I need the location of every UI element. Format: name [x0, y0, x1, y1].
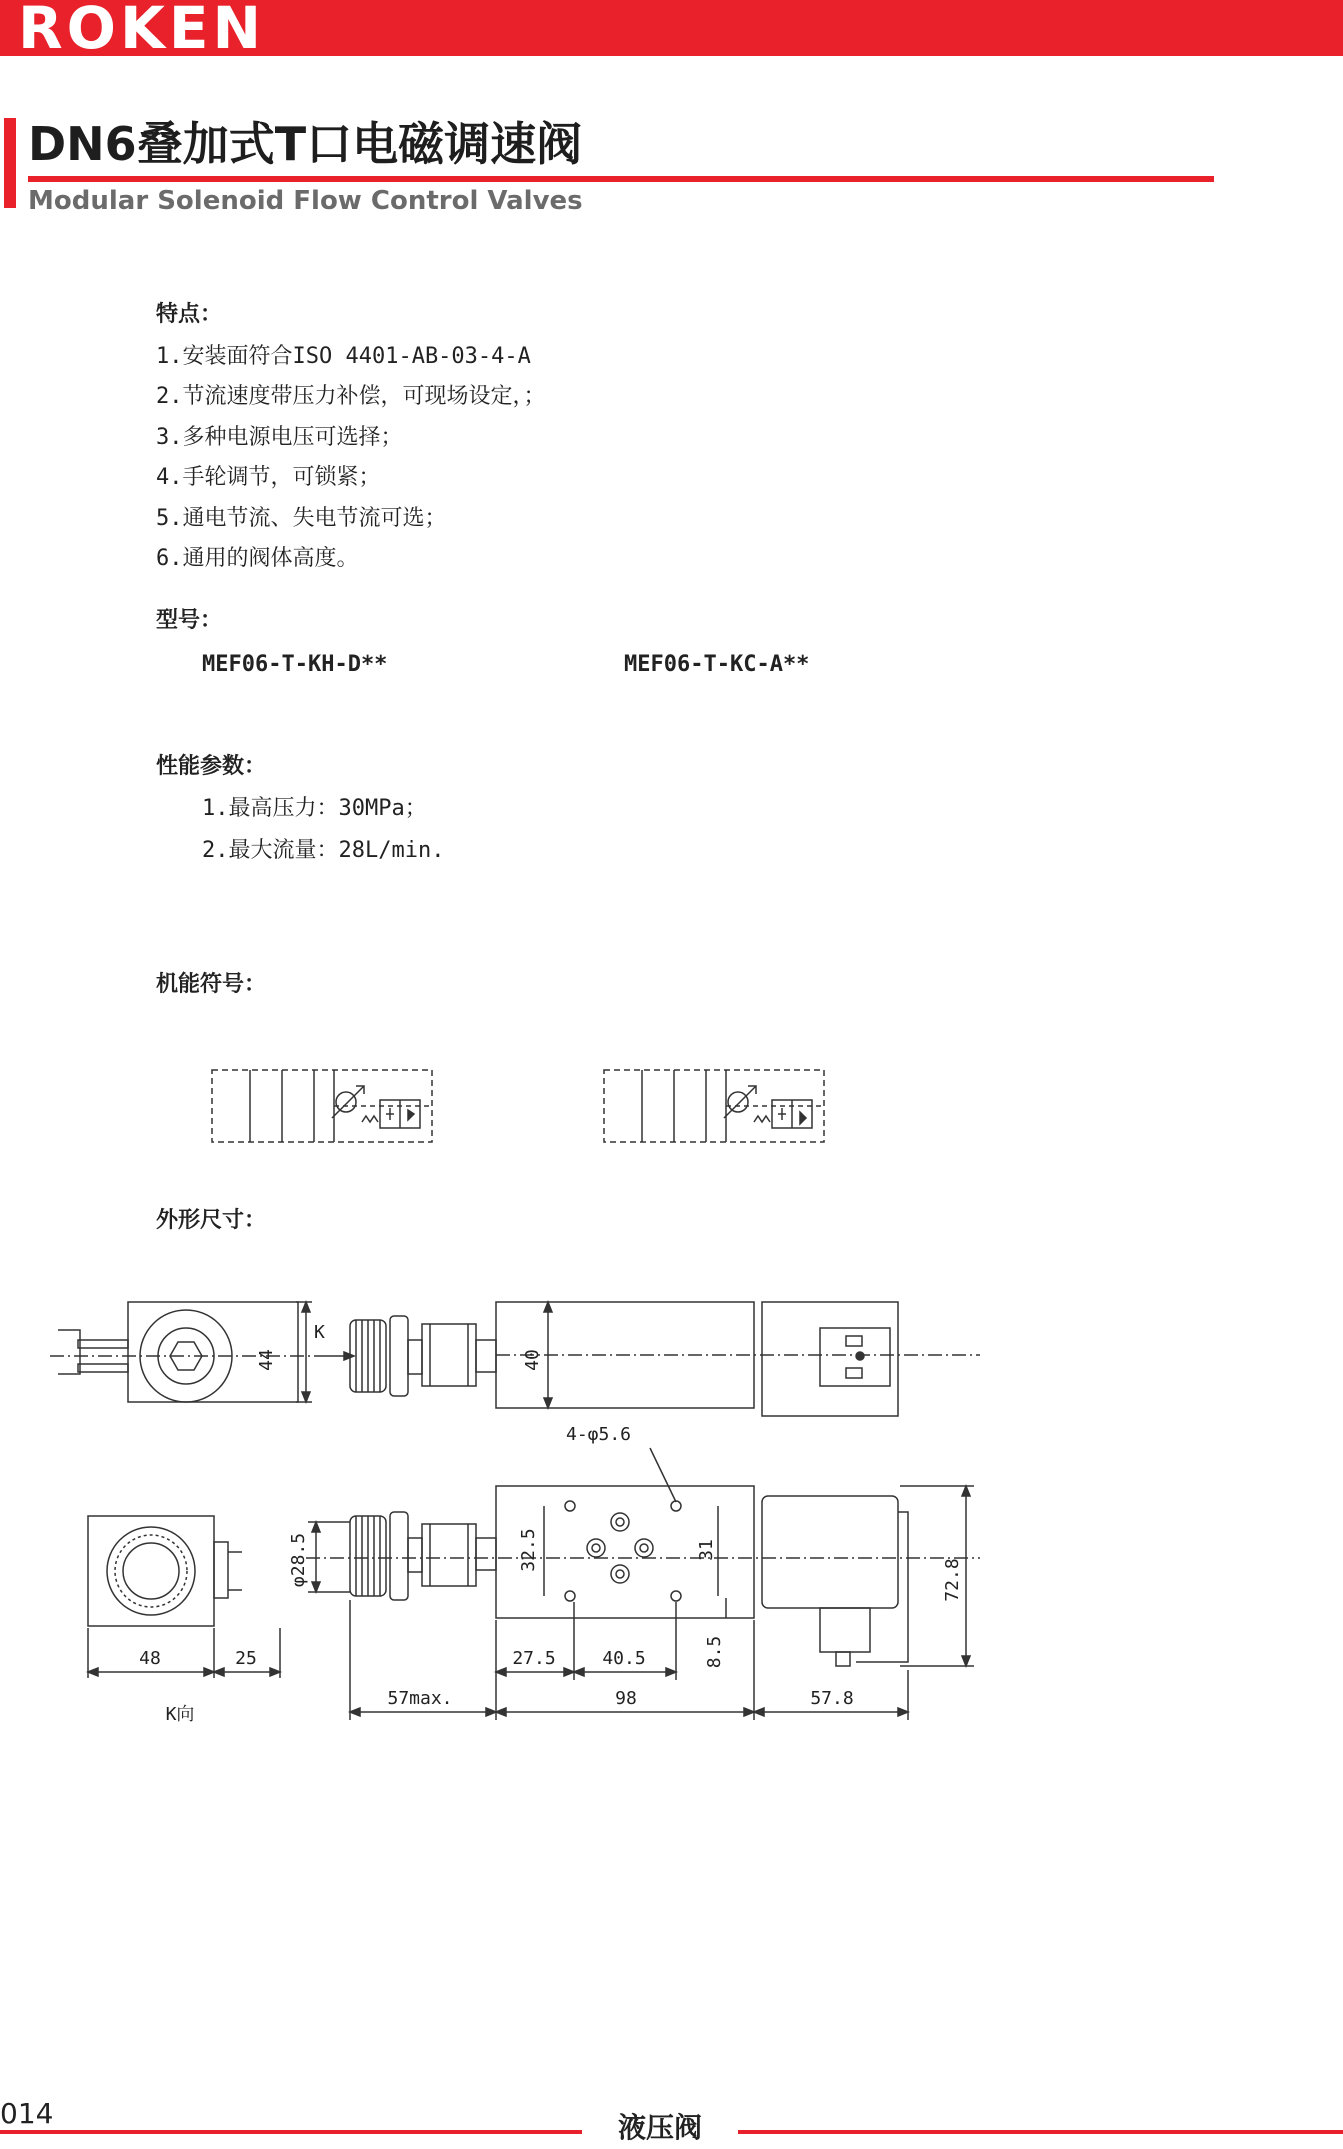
hydraulic-symbol-kc [598, 1064, 830, 1148]
dimensions-heading: 外形尺寸： [156, 1208, 267, 1233]
page-title: DN6叠加式T口电磁调速阀 [28, 117, 583, 171]
feature-item: 4.手轮调节，可锁紧； [156, 465, 381, 490]
coil-front-view [50, 1302, 320, 1402]
dim-40: 40 [522, 1349, 543, 1371]
dim-98: 98 [615, 1688, 637, 1709]
hydraulic-symbol-kh [206, 1064, 438, 1148]
footer-rule-left [0, 2130, 582, 2134]
dim-57-8: 57.8 [810, 1688, 854, 1709]
dim-31: 31 [696, 1539, 717, 1561]
dim-57max: 57max. [387, 1688, 453, 1709]
page-subtitle: Modular Solenoid Flow Control Valves [28, 186, 583, 216]
dim-holes: 4-φ5.6 [566, 1424, 632, 1445]
feature-item: 5.通电节流、失电节流可选； [156, 506, 447, 531]
feature-item: 1.安装面符合ISO 4401-AB-03-4-A [156, 344, 531, 369]
dim-25: 25 [235, 1648, 257, 1669]
title-underline [28, 176, 1214, 182]
brand-logo: ROKEN [18, 0, 266, 62]
header-bar [0, 0, 1343, 62]
dim-8-5: 8.5 [704, 1635, 725, 1669]
performance-item: 2.最大流量：28L/min. [202, 838, 445, 863]
feature-item: 3.多种电源电压可选择； [156, 425, 403, 450]
performance-item: 1.最高压力：30MPa； [202, 796, 427, 821]
model-code-kh: MEF06-T-KH-D** [202, 652, 388, 677]
models-heading: 型号： [156, 608, 223, 633]
coil-side-top [762, 1302, 898, 1416]
dim-48: 48 [139, 1648, 161, 1669]
dimension-drawing [50, 1280, 990, 1760]
dim-44: 44 [256, 1349, 277, 1371]
coil-side-bottom [762, 1496, 898, 1608]
dim-72-8: 72.8 [942, 1558, 963, 1602]
dim-27-5: 27.5 [512, 1648, 556, 1669]
k-view-label: K向 [165, 1704, 195, 1725]
footer-label: 液压阀 [618, 2111, 703, 2144]
footer-rule-right [738, 2130, 1343, 2134]
adjustment-knob-top [350, 1316, 496, 1396]
features-heading: 特点： [156, 302, 223, 327]
dim-28-5: φ28.5 [288, 1532, 309, 1588]
k-view [88, 1516, 242, 1626]
title-accent-bar [4, 118, 16, 208]
dim-k-arrow: K [314, 1322, 325, 1343]
feature-item: 2.节流速度带压力补偿，可现场设定，； [156, 384, 546, 409]
symbols-heading: 机能符号： [156, 972, 267, 997]
page-number: 014 [0, 2097, 54, 2130]
dim-32-5: 32.5 [518, 1528, 539, 1572]
performance-heading: 性能参数： [156, 754, 267, 779]
model-code-kc: MEF06-T-KC-A** [624, 652, 810, 677]
dim-40-5: 40.5 [602, 1648, 646, 1669]
adjustment-knob-bottom [350, 1512, 496, 1600]
feature-item: 6.通用的阀体高度。 [156, 546, 359, 571]
